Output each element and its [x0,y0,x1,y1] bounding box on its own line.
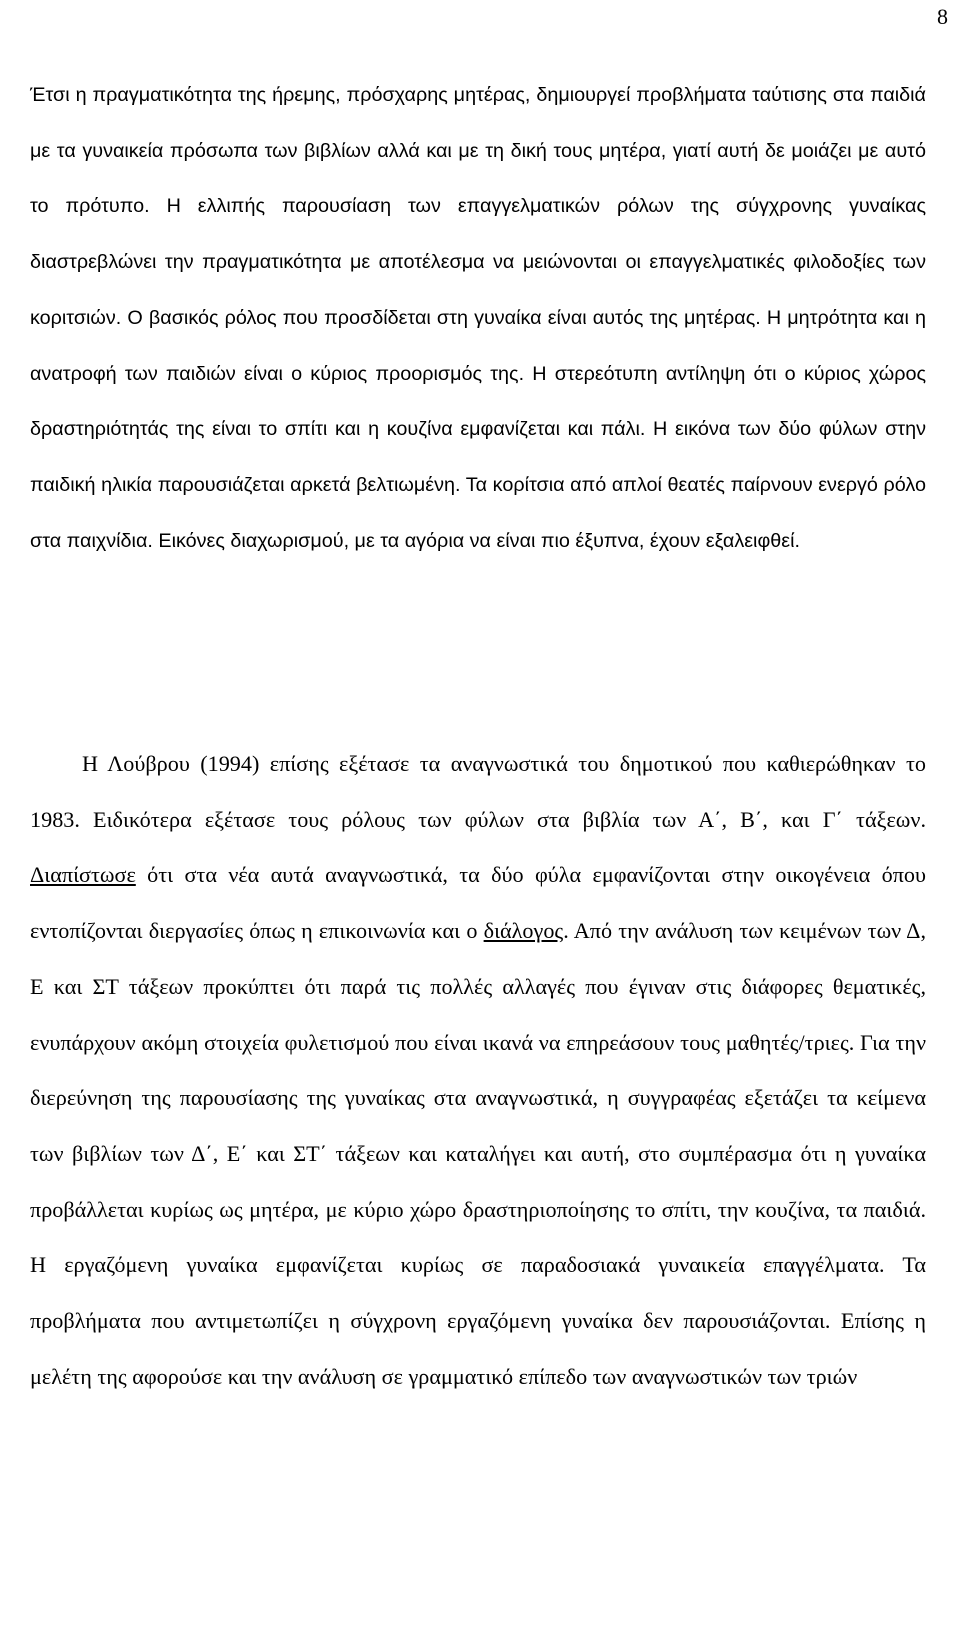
underlined-word-dialogos: διάλογος [483,918,564,944]
paragraph-1 [30,68,926,569]
page-number: 8 [937,4,948,29]
paragraph-2-part-3: . Από την ανάλυση των κειμένων των Δ, Ε και ΣΤ τάξεων προκύπτει ότι παρά τις πολλές αλλαγές που έγιναν στις διάφορες θεματικές, ενυπάρχουν ακόμη στοιχεία φυλετισμού που είναι ικανά να επηρεάσουν τους μαθητές/τριες. Για την διερεύνηση της παρουσίασης της γυναίκας στα αναγνωστικά, η συγγραφέας εξετάζει τα κείμενα των βιβλίων των Δ΄, Ε΄ και ΣΤ΄ τάξεων και καταλήγει και αυτή, στο συμπέρασμα ότι η γυναίκα προβάλλεται κυρίως ως μητέρα, με κύριο χώρο δραστηριοποίησης το σπίτι, την κουζίνα, τα παιδιά. Η εργαζόμενη γυναίκα εμφανίζεται κυρίως σε παραδοσιακά γυναικεία επαγγέλματα. Τα προβλήματα που αντιμετωπίζει η σύγχρονη εργαζόμενη γυναίκα δεν παρουσιάζονται. Επίσης η μελέτη της αφορούσε και την ανάλυση σε γραμματικό επίπεδο των αναγνωστικών των τριών [30,918,926,1389]
paragraph-2-part-2: ότι στα νέα αυτά αναγνωστικά, τα δύο φύλα εμφανίζονται στην οικογένεια όπου εντοπίζονται διεργασίες όπως η επικοινωνία και ο [30,862,926,944]
underlined-word-diapistose: Διαπίστωσε [30,862,136,888]
paragraph-2-text [30,736,926,1404]
paragraph-1-text: Έτσι η πραγματικότητα της ήρεμης, πρόσχαρης μητέρας, δημιουργεί προβλήματα ταύτισης στα παιδιά με τα γυναικεία πρόσωπα των βιβλίων αλλά και με τη δική τους μητέρα, γιατί αυτή δε μοιάζει με αυτό το πρότυπο. Η ελλιπής παρουσίαση των επαγγελματικών ρόλων της σύγχρονης γυναίκας διαστρεβλώνει την πραγματικότητα με αποτέλεσμα να μειώνονται οι επαγγελματικές φιλοδοξίες των κοριτσιών. Ο βασικός ρόλος που προσδίδεται στη γυναίκα είναι αυτός της μητέρας. Η μητρότητα και η ανατροφή των παιδιών είναι ο κύριος προορισμός της. Η στερεότυπη αντίληψη ότι ο κύριος χώρος δραστηριότητάς της είναι το σπίτι και η κουζίνα εμφανίζεται και πάλι. Η εικόνα των δύο φύλων στην παιδική ηλικία παρουσιάζεται αρκετά βελτιωμένη. Τα κορίτσια από απλοί θεατές παίρνουν ενεργό ρόλο στα παιχνίδια. Εικόνες διαχωρισμού, με τα αγόρια να είναι πιο έξυπνα, έχουν εξαλειφθεί. [30,84,926,552]
paragraph-2-part-1: Η Λούβρου (1994) επίσης εξέτασε τα αναγνωστικά του δημοτικού που καθιερώθηκαν το 1983. Ειδικότερα εξέτασε τους ρόλους των φύλων στα βιβλία των Α΄, Β΄, και Γ΄ τάξεων. [30,751,926,832]
paragraph-2 [30,736,926,1404]
